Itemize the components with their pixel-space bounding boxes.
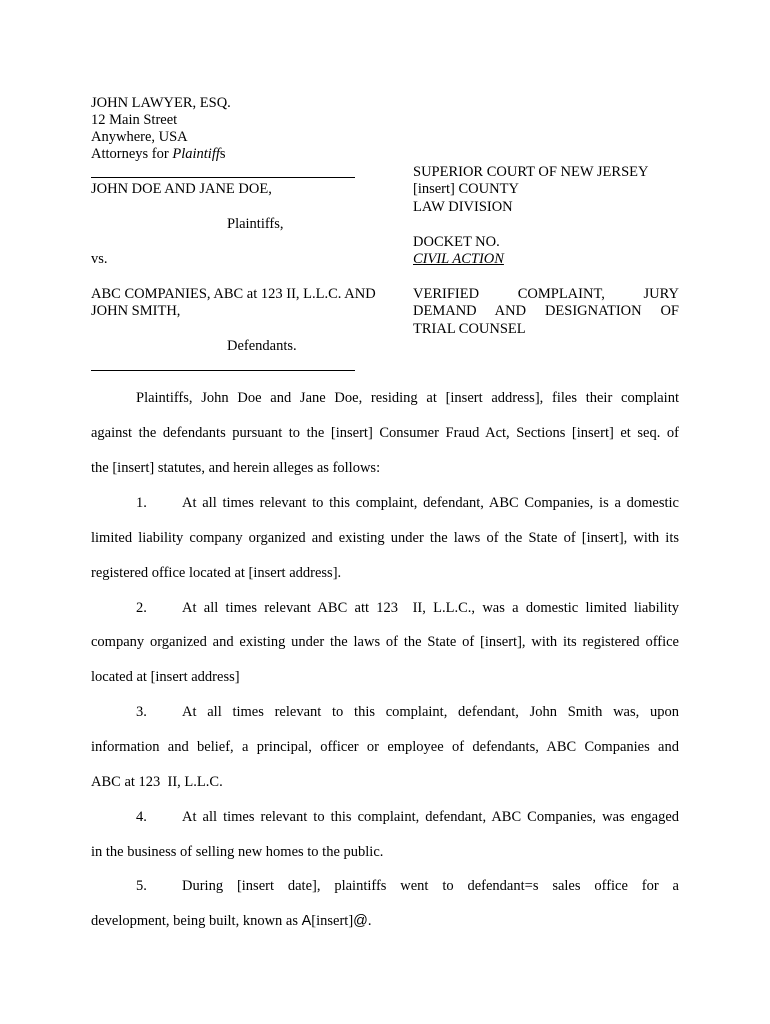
- intro-line-1: Plaintiffs, John Doe and Jane Doe, residing at [insert address], files their complaint: [136, 390, 679, 406]
- court-county: [insert] COUNTY: [413, 181, 519, 197]
- paragraph-1-line-2: limited liability company organized and existing under the laws of the State of [insert], with its: [91, 530, 679, 546]
- versus: vs.: [91, 251, 108, 267]
- paragraph-4-line-2: in the business of selling new homes to the public.: [91, 844, 384, 860]
- defendants-label: Defendants.: [227, 338, 297, 354]
- paragraph-1-line-1: At all times relevant to this complaint, defendant, ABC Companies, is a domestic: [182, 495, 679, 511]
- attorney-role-prefix: Attorneys for: [91, 146, 173, 162]
- paragraph-number: 1.: [136, 495, 147, 511]
- paragraph-number: 2.: [136, 600, 147, 616]
- attorney-name: JOHN LAWYER, ESQ.: [91, 95, 231, 111]
- defendants-line-2: JOHN SMITH,: [91, 303, 181, 319]
- paragraph-number: 4.: [136, 809, 147, 825]
- paragraph-5-line-1: During [insert date], plaintiffs went to defendant=s sales office for a: [182, 878, 679, 894]
- quote-close-glyph: @: [353, 913, 368, 929]
- attorney-role-party: Plaintiff: [172, 146, 220, 162]
- plaintiffs-label: Plaintiffs,: [227, 216, 284, 232]
- paragraph-5-line-2-text: development, being built, known as: [91, 913, 302, 929]
- court-division: LAW DIVISION: [413, 199, 513, 215]
- doc-title-line-1: VERIFIED COMPLAINT, JURY: [413, 286, 679, 302]
- caption-bottom-rule: [91, 370, 355, 371]
- paragraph-4-line-1: At all times relevant to this complaint, defendant, ABC Companies, was engaged: [182, 809, 679, 825]
- defendants-line-1: ABC COMPANIES, ABC at 123 II, L.L.C. AND: [91, 286, 376, 302]
- paragraph-3-line-3: ABC at 123 II, L.L.C.: [91, 774, 223, 790]
- paragraph-5-line-2-end: .: [367, 913, 372, 929]
- caption-top-rule: [91, 177, 355, 178]
- docket-number: DOCKET NO.: [413, 234, 500, 250]
- paragraph-5-insert: [insert]: [311, 913, 354, 929]
- doc-title-line-2: DEMAND AND DESIGNATION OF: [413, 303, 679, 319]
- doc-title-line-3: TRIAL COUNSEL: [413, 321, 526, 337]
- court-name: SUPERIOR COURT OF NEW JERSEY: [413, 164, 649, 180]
- attorney-city: Anywhere, USA: [91, 129, 188, 145]
- paragraph-number: 5.: [136, 878, 147, 894]
- paragraph-2-line-1: At all times relevant ABC att 123 II, L.L.C., was a domestic limited liability: [182, 600, 679, 616]
- paragraph-1-line-3: registered office located at [insert address].: [91, 565, 342, 581]
- intro-line-2: against the defendants pursuant to the [insert] Consumer Fraud Act, Sections [insert] et seq. of: [91, 425, 679, 441]
- quote-open-glyph: A: [301, 913, 312, 929]
- intro-line-3: the [insert] statutes, and herein alleges as follows:: [91, 460, 381, 476]
- paragraph-2-line-2: company organized and existing under the laws of the State of [insert], with its registered office: [91, 634, 679, 650]
- plaintiffs-names: JOHN DOE AND JANE DOE,: [91, 181, 272, 197]
- civil-action: CIVIL ACTION: [413, 251, 504, 267]
- paragraph-3-line-2: information and belief, a principal, officer or employee of defendants, ABC Companies and: [91, 739, 679, 755]
- attorney-role-suffix: s: [219, 146, 226, 162]
- paragraph-3-line-1: At all times relevant to this complaint, defendant, John Smith was, upon: [182, 704, 679, 720]
- attorney-street: 12 Main Street: [91, 112, 178, 128]
- paragraph-2-line-3: located at [insert address]: [91, 669, 240, 685]
- attorney-role: [91, 146, 226, 164]
- paragraph-5-line-2: [91, 913, 679, 931]
- paragraph-number: 3.: [136, 704, 147, 720]
